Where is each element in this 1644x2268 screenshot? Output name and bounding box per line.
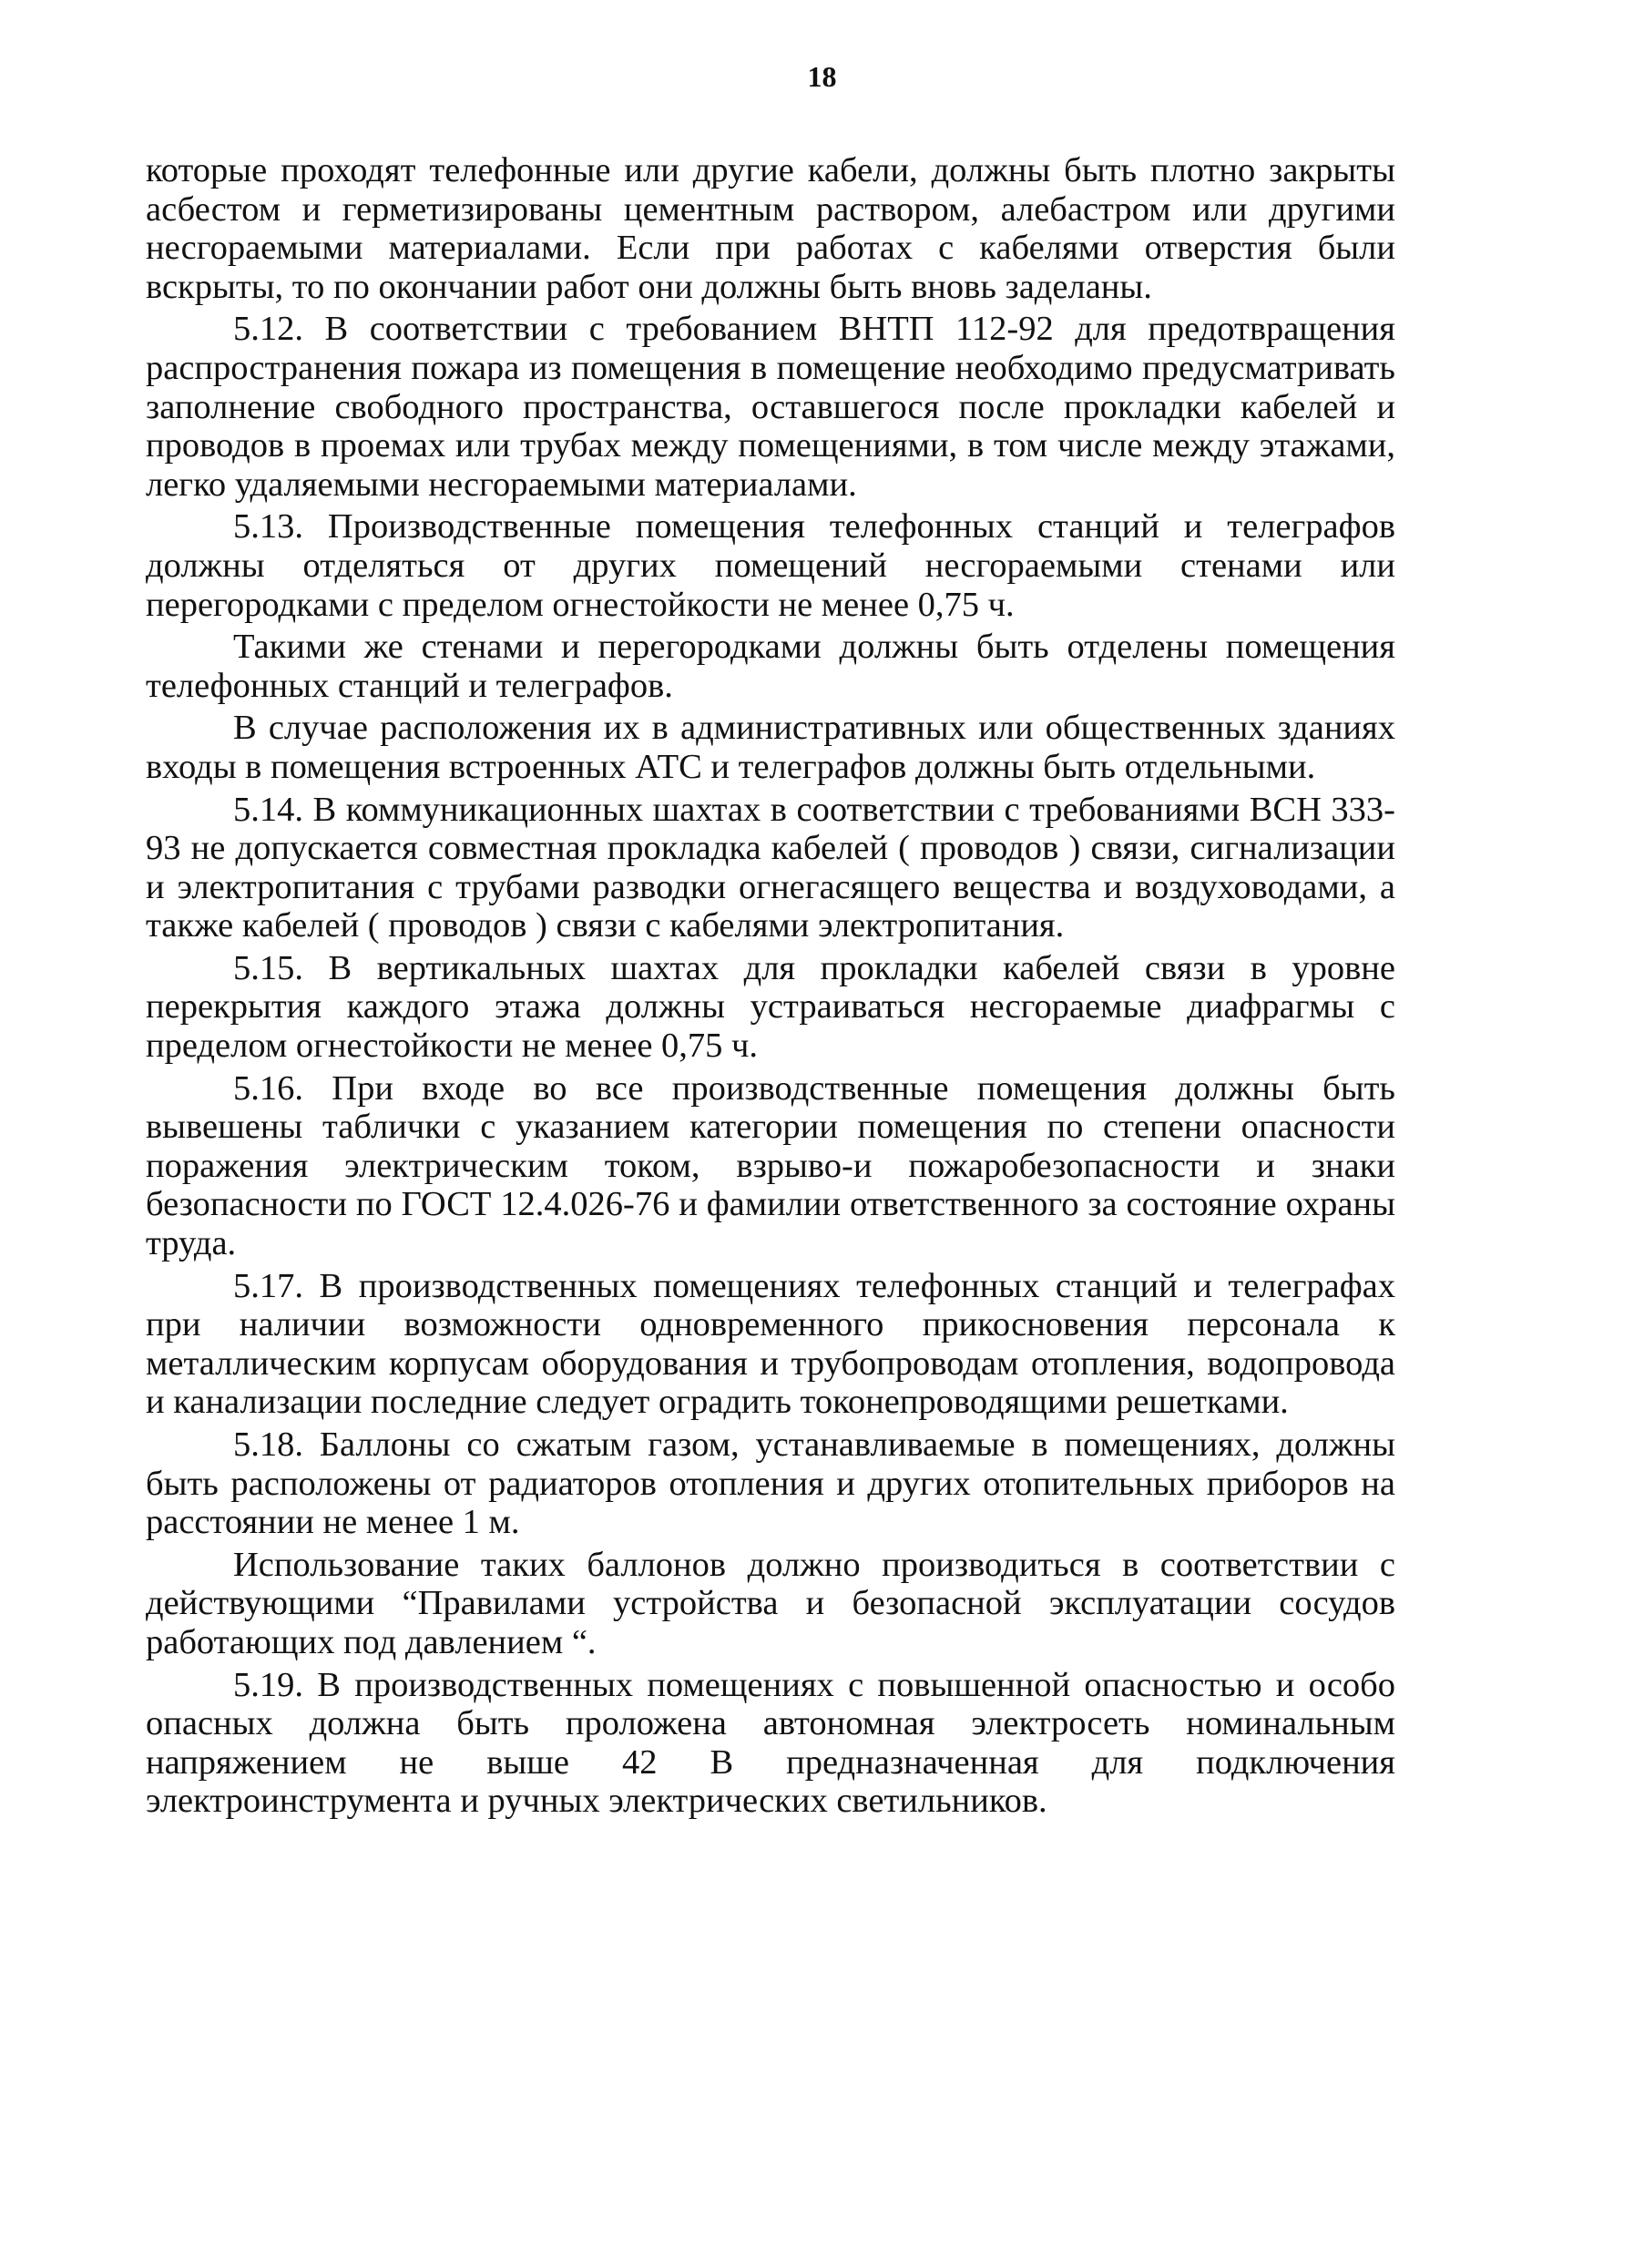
paragraph-5-17: 5.17. В производственных помещениях телефонных станций и телеграфах при наличии возможности одновременного прикосновения персонала к металлическим корпусам оборудования и трубопроводам отопления, водопровода и канализации последние следует оградить токонепроводящими решетками. <box>146 1266 1395 1422</box>
paragraph: Такими же стенами и перегородками должны быть отделены помещения телефонных станций и телеграфов. <box>146 628 1395 705</box>
paragraph-5-19: 5.19. В производственных помещениях с повышенной опасностью и особо опасных должна быть проложена автономная электросеть номинальным напряжением не выше 42 В предназначенная для подключения электроинструмента и ручных электрических светильников. <box>146 1665 1395 1821</box>
paragraph-5-12: 5.12. В соответствии с требованием ВНТП 112-92 для предотвращения распространения пожара из помещения в помещение необходимо предусматривать заполнение свободного пространства, оставшегося после прокладки кабелей и проводов в проемах или трубах между помещениями, в том числе между этажами, легко удаляемыми несгораемыми материалами. <box>146 310 1395 504</box>
paragraph-5-14: 5.14. В коммуникационных шахтах в соответствии с требованиями ВСН 333-93 не допускается совместная прокладка кабелей ( проводов ) связи, сигнализации и электропитания с трубами разводки огнегасящего вещества и воздуховодами, а также кабелей ( проводов ) связи с кабелями электропитания. <box>146 790 1395 945</box>
document-body <box>146 151 1395 1824</box>
paragraph: В случае расположения их в административных или общественных зданиях входы в помещения встроенных АТС и телеграфов должны быть отдельными. <box>146 709 1395 786</box>
paragraph-5-15: 5.15. В вертикальных шахтах для прокладки кабелей связи в уровне перекрытия каждого этажа должны устраиваться несгораемые диафрагмы с пределом огнестойкости не менее 0,75 ч. <box>146 948 1395 1066</box>
paragraph: которые проходят телефонные или другие кабели, должны быть плотно закрыты асбестом и герметизированы цементным раствором, алебастром или другими несгораемыми материалами. Если при работах с кабелями отверстия были вскрыты, то по окончании работ они должны быть вновь заделаны. <box>146 151 1395 306</box>
paragraph-5-18: 5.18. Баллоны со сжатым газом, устанавливаемые в помещениях, должны быть расположены от радиаторов отопления и других отопительных приборов на расстоянии не менее 1 м. <box>146 1425 1395 1542</box>
paragraph: Использование таких баллонов должно производиться в соответствии с действующими “Правилами устройства и безопасной эксплуатации сосудов работающих под давлением “. <box>146 1545 1395 1661</box>
paragraph-5-16: 5.16. При входе во все производственные помещения должны быть вывешены таблички с указанием категории помещения по степени опасности поражения электрическим током, взрыво-и пожаробезопасности и знаки безопасности по ГОСТ 12.4.026-76 и фамилии ответственного за состояние охраны труда. <box>146 1068 1395 1263</box>
page-number: 18 <box>807 60 837 93</box>
paragraph-5-13: 5.13. Производственные помещения телефонных станций и телеграфов должны отделяться от других помещений несгораемыми стенами или перегородками с пределом огнестойкости не менее 0,75 ч. <box>146 507 1395 624</box>
